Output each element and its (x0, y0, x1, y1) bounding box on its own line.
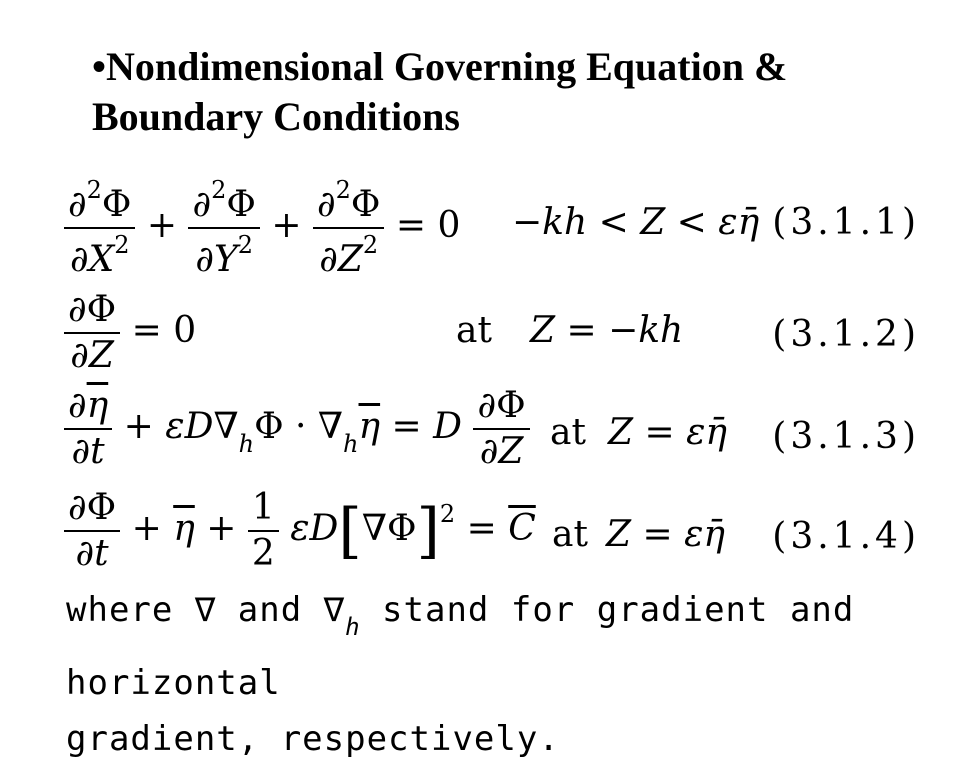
condition-text: Z = εη̄ (606, 514, 725, 555)
equation-number: (3.1.4) (772, 516, 920, 557)
equation-number: (3.1.1) (772, 202, 920, 243)
condition-prefix: at (550, 412, 586, 453)
equation-3-1-3 (60, 380, 940, 480)
condition-text: Z = εη̄ (608, 412, 727, 453)
condition-text: Z = −kh (530, 310, 684, 351)
title-text: Nondimensional Governing Equation & Boundary Conditions (92, 44, 788, 139)
slide-title (92, 42, 892, 142)
equation-number: (3.1.2) (772, 314, 920, 355)
kinematic-boundary-equation: $\frac{\partial\overline{\eta}}{\partial t}$ + $\varepsilon D\nabla_h\Phi \cdot \nabla_h\overline{\eta} = D$ $\frac{\partial\Phi}{\partial Z}$ (64, 388, 530, 470)
equation-3-1-1 (60, 172, 940, 280)
laplace-equation: $\frac{\partial^2\Phi}{\partial X^2}$ + $\frac{\partial^2\Phi}{\partial Y^2}$ + $\frac{\partial^2\Phi}{\partial Z^2}$ = 0 (64, 178, 460, 278)
domain-condition: −kh < Z < εη̄ (512, 202, 760, 243)
title-bullet: • (92, 44, 107, 89)
gradient-note (66, 582, 926, 767)
condition-prefix: at (552, 514, 588, 555)
equation-number: (3.1.3) (772, 416, 920, 457)
equation-3-1-4 (60, 484, 940, 584)
condition-prefix: at (456, 310, 492, 351)
gradient-note-line-1: where ∇ and $\nabla_h$ stand for gradient and horizontal (66, 590, 855, 703)
dynamic-boundary-equation: $\frac{\partial\Phi}{\partial t}$ + $\overline{\eta}$ + $\frac{1}{2}$ $\varepsilon D[\nabla\Phi]^2 = \overline{C}$ (64, 490, 536, 572)
gradient-note-line-2: gradient, respectively. (66, 719, 560, 759)
equation-3-1-2 (60, 288, 940, 376)
bottom-boundary-equation: $\frac{\partial\Phi}{\partial Z}$ = 0 (64, 292, 196, 374)
